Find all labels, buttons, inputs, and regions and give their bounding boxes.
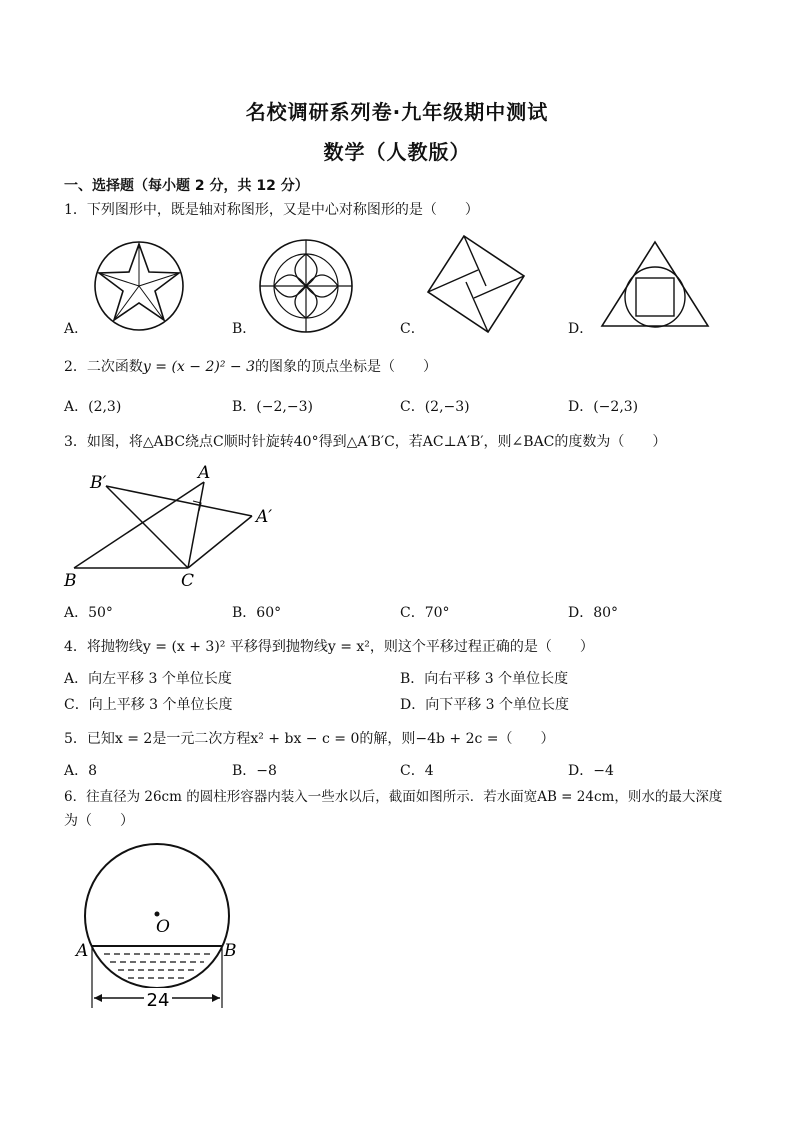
four-petal-flower-in-circle-icon <box>258 238 354 334</box>
question-6-stem-line-1: 6．往直径为 26cm 的圆柱形容器内装入一些水以后，截面如图所示．若水面宽AB = 24cm，则水的最大深度 <box>64 789 723 805</box>
question-3-option-d[interactable]: D．80° <box>568 605 619 621</box>
question-3-option-a[interactable]: A．50° <box>64 605 113 621</box>
label-b: B <box>224 941 237 961</box>
question-4-option-a[interactable]: A．向左平移 3 个单位长度 <box>64 671 232 687</box>
question-1-option-a[interactable]: A． <box>64 321 89 337</box>
question-5-stem: 5．已知x = 2是一元二次方程x² + bx − c = 0的解，则−4b + 2c =（ ） <box>64 731 555 747</box>
question-4-option-b[interactable]: B．向右平移 3 个单位长度 <box>400 671 569 687</box>
section-heading: 一、选择题（每小题 2 分，共 12 分） <box>64 178 309 194</box>
question-2-option-a[interactable]: A．(2,3) <box>64 399 122 415</box>
question-1-option-d[interactable]: D． <box>568 321 594 337</box>
question-6-stem-line-2: 为（ ） <box>64 813 134 829</box>
pinwheel-square-icon <box>426 234 526 334</box>
rotated-triangle-figure <box>62 460 282 590</box>
question-5-option-b[interactable]: B．−8 <box>232 763 277 779</box>
question-5-option-a[interactable]: A．8 <box>64 763 98 779</box>
question-3-option-b[interactable]: B．60° <box>232 605 282 621</box>
star-in-circle-icon <box>93 240 185 332</box>
label-c: C <box>181 571 195 591</box>
water-circle-figure <box>74 836 244 1016</box>
question-1-option-c[interactable]: C． <box>400 321 425 337</box>
label-a: A <box>76 941 89 961</box>
question-2-option-c[interactable]: C．(2,−3) <box>400 399 470 415</box>
question-2-stem-prefix: 2．二次函数 <box>64 359 143 375</box>
label-a-prime: A′ <box>256 507 273 527</box>
label-b: B <box>64 571 77 591</box>
question-3-stem: 3．如图，将△ABC绕点C顺时针旋转40°得到△A′B′C，若AC⊥A′B′，则∠BAC的度数为（ ） <box>64 434 667 450</box>
triangle-circle-square-icon <box>600 240 710 328</box>
question-4-option-c[interactable]: C．向上平移 3 个单位长度 <box>64 697 233 713</box>
question-3-option-c[interactable]: C．70° <box>400 605 450 621</box>
question-2-stem <box>64 358 437 376</box>
question-1-stem: 1．下列图形中，既是轴对称图形，又是中心对称图形的是（ ） <box>64 202 479 218</box>
question-5-option-c[interactable]: C．4 <box>400 763 434 779</box>
label-width-24: 24 <box>146 990 170 1011</box>
question-1-option-b[interactable]: B． <box>232 321 257 337</box>
question-2-option-d[interactable]: D．(−2,3) <box>568 399 639 415</box>
page-title: 名校调研系列卷·九年级期中测试 <box>245 100 549 124</box>
question-5-option-d[interactable]: D．−4 <box>568 763 614 779</box>
question-2-formula: y = (x − 2)² − 3 <box>142 359 255 375</box>
question-4-option-d[interactable]: D．向下平移 3 个单位长度 <box>400 697 570 713</box>
label-b-prime: B′ <box>90 473 107 493</box>
page-subtitle: 数学（人教版） <box>323 140 471 164</box>
question-2-option-b[interactable]: B．(−2,−3) <box>232 399 313 415</box>
question-4-stem: 4．将抛物线y = (x + 3)² 平移得到抛物线y = x²，则这个平移过程正确的是（ ） <box>64 639 594 655</box>
question-2-stem-suffix: 的图象的顶点坐标是（ ） <box>254 359 437 375</box>
label-o: O <box>156 917 170 937</box>
label-a: A <box>198 463 211 483</box>
